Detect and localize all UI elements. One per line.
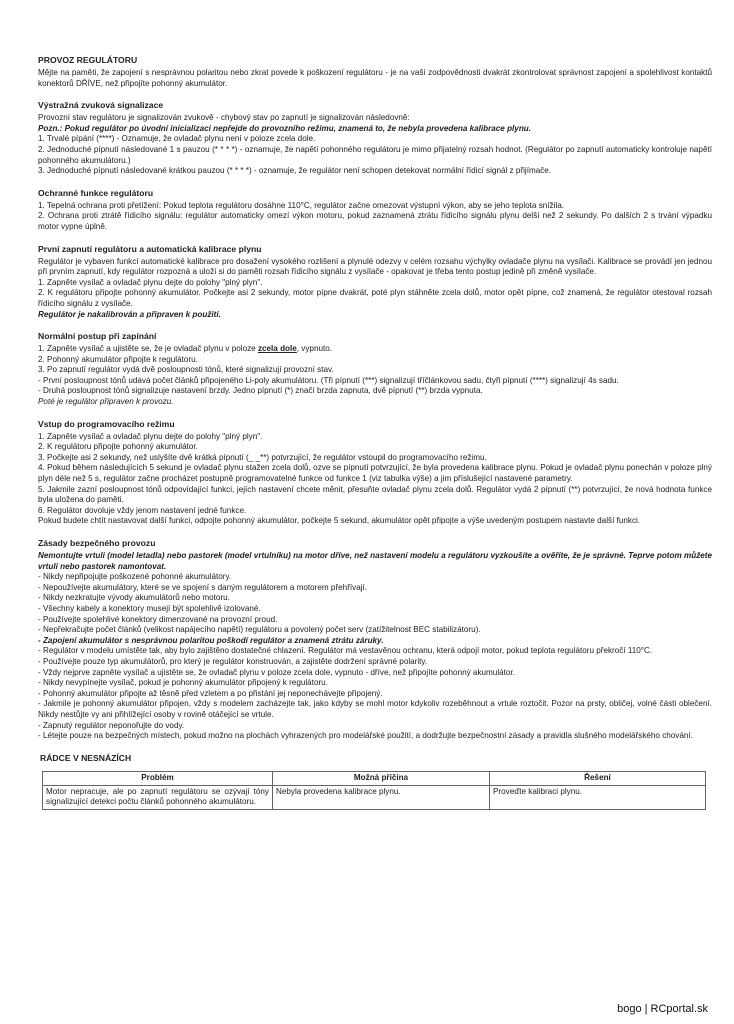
text-run: Mějte na paměti, že zapojení s nesprávnou polaritou nebo zkrat povede k poškození regulátoru - je na vaší zodpovědnosti dvakrát zkontrolovat správnost zapojení a spolehlivost kontaktů konektorů DŘÍVE, než připojíte pohonný akumulátor.: [38, 68, 712, 88]
text-run: 1. Zapněte vysílač a ujistěte se, že je ovladač plynu v poloze: [38, 344, 258, 354]
paragraph: [38, 463, 712, 484]
text-run: Poté je regulátor připraven k provozu.: [38, 397, 174, 407]
text-run: 1. Zapněte vysílač a ovladač plynu dejte do polohy "plný plyn".: [38, 431, 263, 441]
paragraph: [38, 278, 712, 289]
troubleshooting-title: RÁDCE V NESNÁZÍCH: [40, 752, 132, 763]
paragraph: [38, 516, 712, 527]
text-run: - Používejte pouze typ akumulátorů, pro který je regulátor konstruován, a zajistěte dodržení správné polarity.: [38, 656, 428, 666]
paragraph: [38, 657, 712, 668]
table-row: [43, 785, 706, 809]
section-title: Zásady bezpečného provozu: [38, 538, 156, 548]
paragraph: [38, 355, 712, 366]
text-run: 2. K regulátoru připojte pohonný akumulátor.: [38, 442, 198, 452]
text-run: 4. Pokud během následujících 5 sekund je ovladač plynu stažen zcela dolů, ozve se pípnutí potvrzující, že byla provedena kalibrace plynu. Pokud je ovladač plynu ponechán v poloze plný plyn déle než 5 s, regulátor začne procházet postupně programovatelné funkce od funkce 1 (viz tabulka výše) a jim příslušející nastavené parametry.: [38, 463, 712, 484]
text-run: Provozní stav regulátoru je signalizován zvukově - chybový stav po zapnutí je signalizován následovně:: [38, 113, 410, 123]
paragraph: [38, 257, 712, 278]
paragraph: [38, 344, 712, 355]
paragraph: [38, 397, 712, 408]
paragraph: [38, 731, 712, 742]
header-solution: Řešení: [490, 772, 706, 785]
paragraph: [38, 593, 712, 604]
text-run: zcela dole: [257, 344, 297, 354]
paragraph: [38, 604, 712, 615]
paragraph: [38, 721, 712, 732]
paragraph: [38, 310, 712, 321]
section-title: Ochranné funkce regulátoru: [38, 187, 154, 198]
paragraph: [38, 201, 712, 212]
text-run: 6. Regulátor dovoluje vždy jenom nastavení jedné funkce.: [38, 505, 247, 515]
text-run: 2. Ochrana proti ztrátě řídicího signálu: regulátor automaticky omezí výkon motoru, pokud zaznamená ztrátu řídicího signálu plynu delší než 2 sekundy. Po dalších 2 s trvání výpadku motor vypne úplně.: [38, 211, 712, 231]
text-run: , vypnuto.: [296, 344, 333, 354]
text-run: - Regulátor v modelu umístěte tak, aby bylo zajištěno dostatečné chlazení. Regulátor má vestavěnou ochranu, která odpojí motor, pokud teplota regulátoru překročí 110°C.: [38, 646, 653, 656]
paragraph: [38, 211, 712, 232]
paragraph: [38, 432, 712, 443]
section-title: Vstup do programovacího režimu: [38, 418, 175, 429]
paragraph: [38, 365, 712, 376]
paragraph: [38, 689, 712, 700]
cell-problem: Motor nepracuje, ale po zapnutí regulátoru se ozývají tóny signalizující detekci počtu článků pohonného akumulátoru.: [43, 785, 273, 809]
text-run: - Zapnutý regulátor neponořujte do vody.: [38, 720, 185, 730]
text-run: - Nikdy nevypínejte vysílač, pokud je pohonný akumulátor připojený k regulátoru.: [38, 678, 328, 688]
paragraph: [38, 615, 712, 626]
paragraph: [38, 134, 712, 145]
table-header-row: [43, 772, 706, 785]
paragraph: [38, 646, 712, 657]
text-run: Nemontujte vrtuli (model letadla) nebo pastorek (model vrtulníku) na motor dříve, než nastavení modelu a regulátoru vyzkoušíte a ověříte, že je správné. Teprve potom můžete vrtuli nebo pastorek namontovat.: [38, 551, 712, 571]
paragraph: [38, 551, 712, 572]
section: [38, 331, 712, 408]
text-run: - Všechny kabely a konektory musejí být spolehlivě izolované.: [38, 603, 261, 613]
paragraph: [38, 288, 712, 309]
section-title: PROVOZ REGULÁTORU: [38, 55, 138, 65]
paragraph: [38, 442, 712, 453]
text-run: Pozn.: Pokud regulátor po úvodní inicializaci nepřejde do provozního režimu, znamená to, že nebyla provedena kalibrace plynu.: [38, 123, 532, 133]
text-run: - Létejte pouze na bezpečných místech, pokud možno na plochách vyhrazených pro modelářské použití, a dodržujte bezpečnostní zásady a pravidla slušného modelářského chování.: [38, 731, 693, 741]
text-run: 3. Jednoduché pípnutí následované krátkou pauzou (* * * *) - oznamuje, že regulátor není schopen detekovat normální řídicí signál z přijímače.: [38, 166, 552, 176]
section: [38, 188, 712, 233]
text-run: - Nepoužívejte akumulátory, které se ve spojení s daným regulátorem a motorem přehřívají.: [38, 582, 368, 592]
cell-cause: Nebyla provedena kalibrace plynu.: [273, 785, 490, 809]
text-run: - Pohonný akumulátor připojte až těsně před vzletem a po přistání jej neponechávejte připojený.: [38, 688, 383, 698]
text-run: - Nikdy nezkratujte vývody akumulátorů nebo motoru.: [38, 593, 230, 603]
section: [38, 244, 712, 321]
paragraph: [38, 636, 712, 647]
paragraph: [38, 506, 712, 517]
text-run: - První posloupnost tónů udává počet článků připojeného Li-poly akumulátoru. (Tři pípnutí (***) signalizují tříčlánkovou sadu, čtyři pípnutí (****) signalizují 4s sadu.: [38, 375, 619, 385]
sections-container: [38, 55, 712, 742]
paragraph: [38, 113, 712, 124]
section: [38, 100, 712, 177]
paragraph: [38, 572, 712, 583]
text-run: 1. Zapněte vysílač a ovladač plynu dejte do polohy "plný plyn".: [38, 277, 263, 287]
paragraph: [38, 583, 712, 594]
paragraph: [38, 145, 712, 166]
paragraph: [38, 386, 712, 397]
paragraph: [38, 453, 712, 464]
text-run: 2. K regulátoru připojte pohonný akumulátor. Počkejte asi 2 sekundy, motor pípne dvakrát, poté plyn stáhněte zcela dolů, motor opět pípne, což znamená, že regulátor otestoval rozsah řídicího signálu z vysílače.: [38, 288, 712, 308]
text-run: 1. Tepelná ochrana proti přetížení: Pokud teplota regulátoru dosáhne 110°C, regulátor začne omezovat výstupní výkon, aby se jeho teplota snížila.: [38, 200, 564, 210]
paragraph: [38, 668, 712, 679]
troubleshooting-table: [42, 771, 706, 809]
paragraph: [38, 68, 712, 89]
paragraph: [38, 124, 712, 135]
paragraph: [38, 625, 712, 636]
paragraph: [38, 166, 712, 177]
text-run: - Používejte spolehlivé konektory dimenzované na provozní proud.: [38, 614, 278, 624]
text-run: - Nepřekračujte počet článků (velikost napájecího napětí) regulátoru a povolený počet serv (zatížitelnost BEC stabilizátoru).: [38, 625, 481, 635]
section: [38, 538, 712, 742]
text-run: - Jakmile je pohonný akumulátor připojen, vždy s modelem zacházejte tak, jako kdyby se mohl motor kdykoliv rozeběhnout a vrtule roztočit. Pozor na prsty, obličej, volné části oblečení. Nikdy nestůjte vy ani přihlížející osoby v rovině otáčející se vrtule.: [38, 699, 712, 719]
header-problem: Problém: [43, 772, 273, 785]
header-cause: Možná příčina: [273, 772, 490, 785]
text-run: 3. Počkejte asi 2 sekundy, než uslyšíte dvě krátká pípnutí (_ _**) potvrzující, že regulátor vstoupil do programovacího režimu.: [38, 452, 487, 462]
section: [38, 55, 712, 89]
text-run: - Zapojení akumulátor s nesprávnou polaritou poškodí regulátor a znamená ztrátu záruky.: [38, 635, 384, 645]
paragraph: [38, 485, 712, 506]
section: [38, 419, 712, 527]
section-title: Výstražná zvuková signalizace: [38, 100, 164, 111]
text-run: Pokud budete chtít nastavovat další funkci, odpojte pohonný akumulátor, počkejte 5 sekund, akumulátor opět připojte a výše uvedeným postupem nastavte další funkci.: [38, 516, 641, 526]
paragraph: [38, 678, 712, 689]
manual-page: [38, 55, 712, 810]
text-run: 2. Jednoduché pípnutí následované 1 s pauzou (* * * *) - oznamuje, že napětí pohonného regulátoru je mimo přijatelný rozsah hodnot. (Regulátor po zapnutí automaticky kontroluje napětí pohonného akumulátoru.): [38, 144, 712, 165]
paragraph: [38, 376, 712, 387]
text-run: 2. Pohonný akumulátor připojte k regulátoru.: [38, 354, 198, 364]
section-title: První zapnutí regulátoru a automatická kalibrace plynu: [38, 243, 262, 254]
paragraph: [38, 699, 712, 720]
text-run: - Vždy nejprve zapněte vysílač a ujistěte se, že ovladač plynu v poloze zcela dole, vypnuto - dříve, než připojíte pohonný akumulátor.: [38, 667, 515, 677]
credit-text: bogo | RCportal.sk: [617, 1003, 708, 1015]
section-title: Normální postup při zapínání: [38, 331, 157, 342]
cell-solution: Proveďte kalibraci plynu.: [490, 785, 706, 809]
text-run: 3. Po zapnutí regulátor vydá dvě posloupnosti tónů, které signalizují provozní stav.: [38, 365, 334, 375]
text-run: - Nikdy nepřipojujte poškozené pohonné akumulátory.: [38, 572, 232, 582]
text-run: 1. Trvalé pípání (****) - Oznamuje, že ovladač plynu není v poloze zcela dole.: [38, 134, 316, 144]
text-run: - Druhá posloupnost tónů signalizuje nastavení brzdy. Jedno pípnutí (*) značí brzda zapnuta, dvě pípnutí (**) brzda vypnuta.: [38, 386, 483, 396]
text-run: Regulátor je vybaven funkcí automatické kalibrace pro dosažení vysokého rozlišení a plynulé odezvy v celém rozsahu výchylky ovladače plynu na vysílači. Kalibrace se provádí jen jednou při prvním zapnutí, kdy regulátor rozpozná a uloží si do paměti rozsah řídicího signálu z vysílače - opakovat je třeba tento postup jedině při změně vysílače.: [38, 256, 712, 277]
text-run: Regulátor je nakalibrován a připraven k použití.: [38, 309, 221, 319]
text-run: 5. Jakmile zazní posloupnost tónů odpovídající funkci, jejích nastavení chcete měnit, přesuňte ovladač plynu zcela dolů. Regulátor vydá 2 pípnutí (**) potvrzující, že nová hodnota funkce byla uložena do paměti.: [38, 484, 712, 505]
